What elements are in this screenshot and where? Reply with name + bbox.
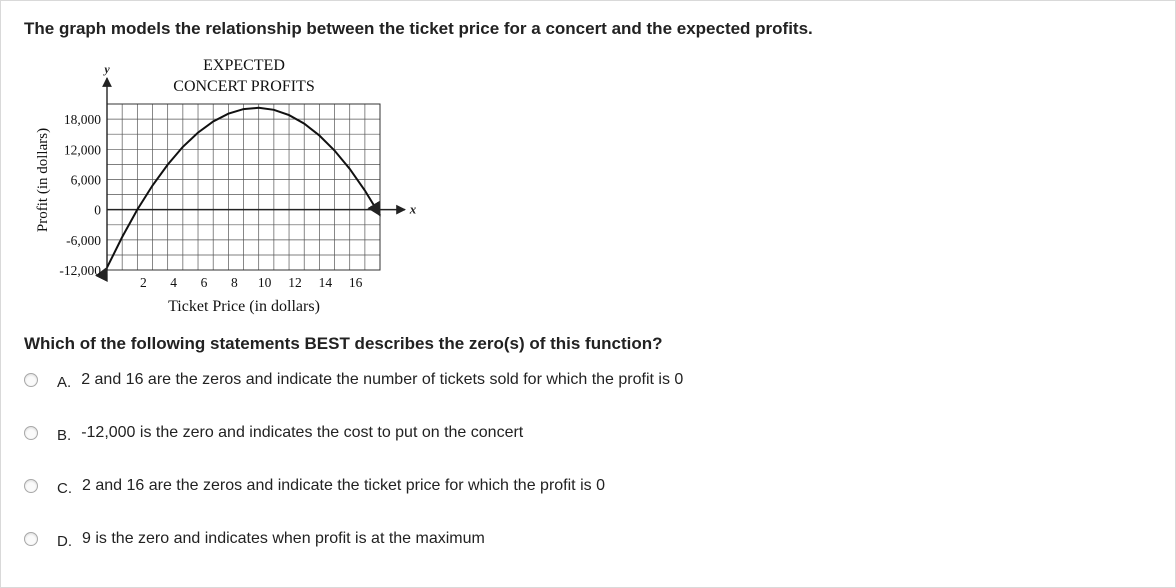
chart-grid — [107, 104, 380, 270]
choice-b[interactable] — [24, 421, 523, 445]
x-tick-label: 14 — [318, 275, 333, 290]
x-tick-label: 10 — [257, 275, 272, 290]
y-axis-title: Profit (in dollars) — [35, 127, 51, 233]
choice-c-letter: C. — [57, 479, 72, 497]
question-stem: Which of the following statements BEST describes the zero(s) of this function? — [24, 334, 663, 353]
choice-d-letter: D. — [57, 532, 72, 550]
y-tick-label: 12,000 — [63, 142, 101, 158]
choice-c[interactable] — [24, 474, 605, 498]
x-tick-label: 6 — [200, 275, 208, 290]
chart-labels — [35, 57, 417, 315]
choice-b-letter: B. — [57, 426, 72, 444]
chart-svg — [0, 0, 460, 330]
x-tick-label: 12 — [288, 275, 302, 290]
x-tick-label: 8 — [230, 275, 238, 290]
choice-a[interactable] — [24, 368, 683, 392]
choice-a-text: 2 and 16 are the zeros and indicate the number of tickets sold for which the profit is 0 — [81, 371, 684, 388]
choice-b-text: -12,000 is the zero and indicates the cost to put on the concert — [81, 424, 524, 441]
x-axis-title: Ticket Price (in dollars) — [168, 298, 320, 315]
y-tick-label: 18,000 — [63, 112, 101, 128]
y-tick-label: 6,000 — [70, 172, 101, 188]
choice-d-radio[interactable] — [24, 532, 38, 546]
chart-title-line: EXPECTED — [203, 57, 285, 74]
x-tick-label: 2 — [139, 275, 147, 290]
choice-c-radio[interactable] — [24, 479, 38, 493]
x-tick-label: 4 — [170, 275, 178, 290]
x-axis-letter: x — [409, 201, 417, 217]
choice-a-radio[interactable] — [24, 373, 38, 387]
choice-b-radio[interactable] — [24, 426, 38, 440]
y-axis-letter: y — [104, 62, 110, 76]
question-title: The graph models the relationship between the ticket price for a concert and the expected profits. — [24, 19, 813, 38]
y-tick-label: -6,000 — [66, 232, 101, 248]
chart-axes — [107, 78, 405, 270]
y-tick-label: 0 — [94, 202, 101, 218]
y-tick-label: -12,000 — [59, 263, 101, 279]
choice-a-letter: A. — [57, 373, 72, 391]
x-tick-label: 16 — [348, 275, 363, 290]
profit-chart — [0, 0, 460, 330]
chart-title-line: CONCERT PROFITS — [173, 78, 315, 95]
choice-d-text: 9 is the zero and indicates when profit is at the maximum — [82, 530, 485, 547]
choice-c-text: 2 and 16 are the zeros and indicate the ticket price for which the profit is 0 — [82, 477, 605, 494]
choice-d[interactable] — [24, 527, 485, 551]
